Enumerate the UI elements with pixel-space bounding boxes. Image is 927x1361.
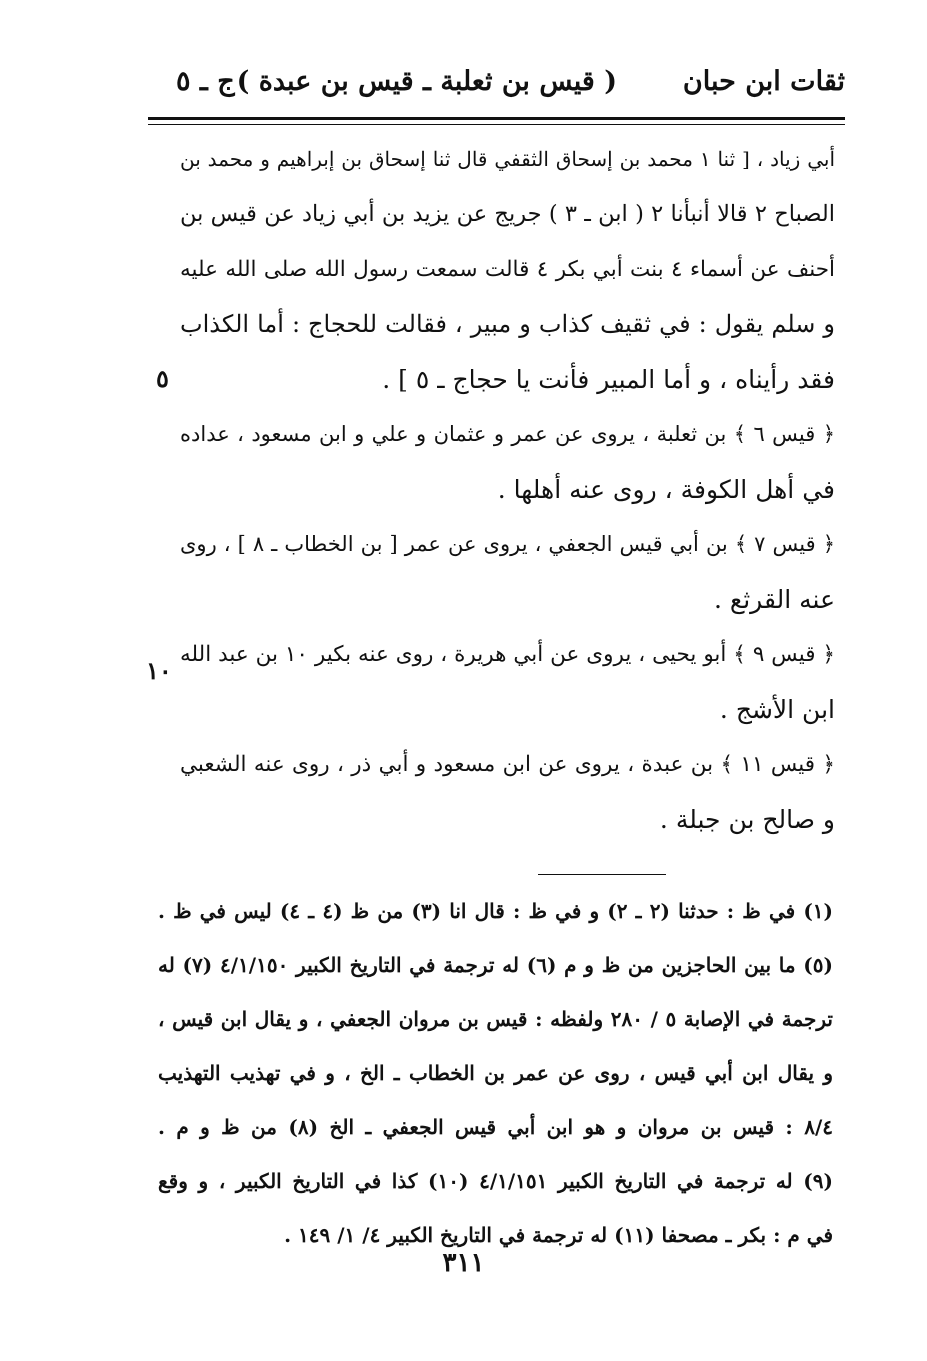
line-number-5: ٥: [156, 364, 169, 393]
text-line: فقد رأيناه ، و أما المبير فأنت يا حجاج ـ ٥ ] .: [382, 365, 835, 394]
footnote-line: ترجمة في الإصابة ٥ / ٢٨٠ ولفظه : قيس بن مروان الجعفي ، و يقال ابن قيس ،: [158, 1007, 833, 1031]
entry-qays-ibn-thalaba: ﴿ قيس ٦ ﴾ بن ثعلبة ، يروى عن عمر و عثمان و علي و ابن مسعود ، عداده: [180, 422, 835, 446]
header-rule-thin: [148, 124, 845, 125]
entry-qays-abu-yahya: ﴿ قيس ٩ ﴾ أبو يحيى ، يروى عن أبي هريرة ، روى عنه بكير ١٠ بن عبد الله: [180, 642, 835, 667]
section-title: ( قيس بن ثعلبة ـ قيس بن عبدة ): [236, 66, 617, 97]
book-title: ثقات ابن حبان: [682, 66, 845, 97]
line-number-10: ١٠: [146, 656, 172, 685]
entry-qays-ibn-abi-qays: ﴿ قيس ٧ ﴾ بن أبي قيس الجعفي ، يروى عن عمر [ بن الخطاب ـ ٨ ] ، روى: [180, 532, 835, 556]
text-line: في أهل الكوفة ، روى عنه أهلها .: [497, 475, 835, 504]
footnote-line: (٩) له ترجمة في التاريخ الكبير ٤/١/١٥١ (١٠) كذا في التاريخ الكبير ، و وقع: [158, 1169, 833, 1193]
running-header: [160, 66, 845, 106]
text-line: أحنف عن أسماء ٤ بنت أبي بكر ٤ قالت سمعت رسول الله صلى الله عليه: [180, 257, 835, 282]
header-rule-thick: [148, 117, 845, 120]
footnote-separator: [538, 874, 666, 875]
entry-qays-ibn-abada: ﴿ قيس ١١ ﴾ بن عبدة ، يروى عن ابن مسعود و أبي ذر ، روى عنه الشعبي: [180, 752, 835, 777]
text-line: الصباح ٢ قالا أنبأنا ٢ ( ابن ـ ٣ ) جريج عن يزيد بن أبي زياد عن قيس بن: [180, 201, 835, 227]
text-line: ابن الأشج .: [719, 695, 835, 724]
footnote-line: (١) في ظ : حدثنا (٢ ـ ٢) و في ظ : قال انا (٣) من ظ (٤ ـ ٤) ليس في ظ .: [158, 899, 833, 923]
text-line: عنه القرثع .: [714, 585, 835, 614]
footnotes: [158, 884, 833, 1262]
text-line: و صالح بن جبلة .: [659, 805, 835, 834]
footnote-line: ٨/٤ : قيس بن مروان و هو ابن أبي قيس الجعفي ـ الخ (٨) من ظ و م .: [158, 1115, 833, 1139]
page-number: ٣١١: [442, 1248, 485, 1278]
text-line: أبي زياد ، [ ثنا ١ محمد بن إسحاق الثقفي قال ثنا إسحاق بن إبراهيم و محمد بن: [180, 147, 835, 171]
footnote-line: في م : بكر ـ مصحفا (١١) له ترجمة في التاريخ الكبير ٤/ ١/ ١٤٩ .: [284, 1223, 833, 1247]
footnote-line: (٥) ما بين الحاجزين من ظ و م (٦) له ترجمة في التاريخ الكبير ٤/١/١٥٠ (٧) له: [158, 953, 833, 977]
text-line: و سلم يقول : في ثقيف كذاب و مبير ، فقالت للحجاج : أما الكذاب: [180, 310, 835, 338]
footnote-line: و يقال ابن أبي قيس ، روى عن عمر بن الخطاب ـ الخ ، و في تهذيب التهذيب: [158, 1061, 833, 1085]
main-text: [180, 132, 835, 847]
volume-number: ج ـ ٥: [176, 66, 235, 97]
